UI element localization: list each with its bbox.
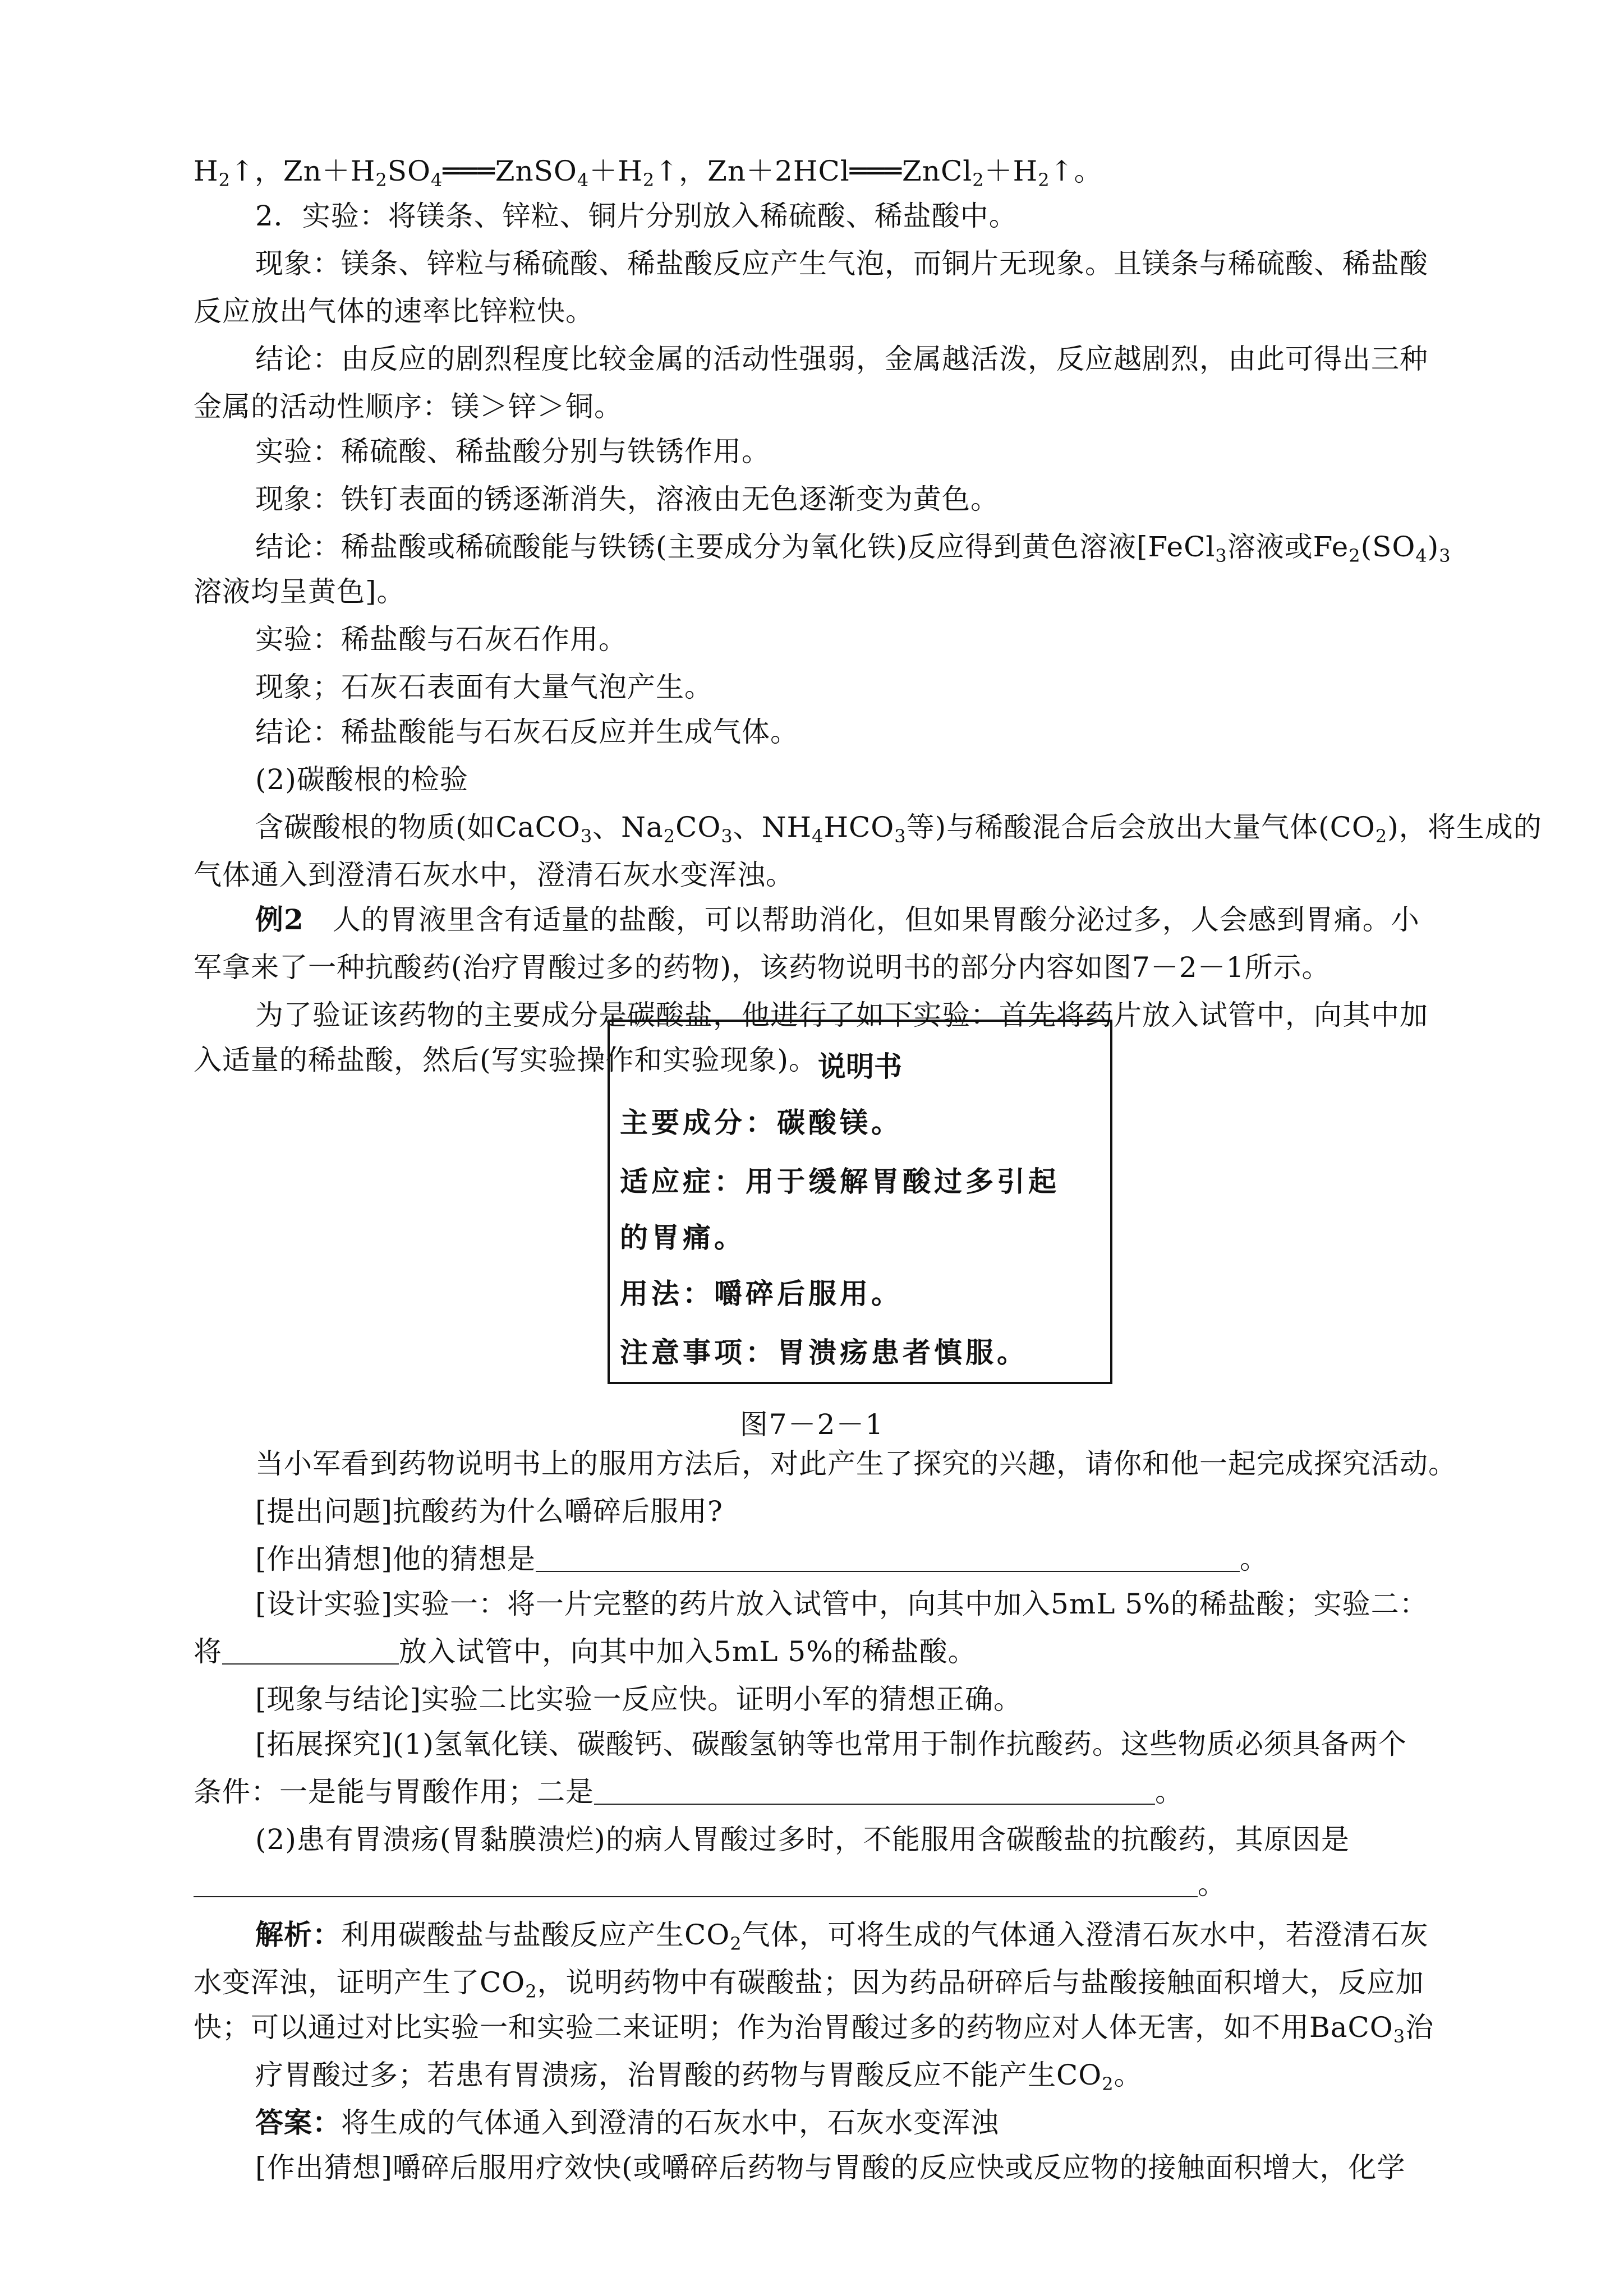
text-run: 快；可以通过对比实验一和实验二来证明；作为治胃酸过多的药物应对人体无害，如不用BaCO [194, 2011, 1393, 2044]
text-line [255, 435, 1461, 468]
text-line [255, 670, 1461, 704]
subscript: 2 [663, 826, 676, 847]
text-line [255, 1823, 1461, 1856]
text-run: 当小军看到药物说明书上的服用方法后，对此产生了探究的兴趣，请你和他一起完成探究活动。 [255, 1447, 1457, 1480]
text-line [255, 810, 1542, 847]
text-run: 实验：稀硫酸、稀盐酸分别与铁锈作用。 [255, 435, 770, 468]
subscript: 2 [525, 1981, 537, 2002]
text-run: 水变浑浊，证明产生了CO [194, 1966, 526, 1999]
text-run: (SO [1360, 531, 1416, 563]
text-run: ↑，Zn＋2HCl═══ZnCl [655, 155, 973, 187]
text-line [255, 763, 1461, 796]
text-run: ═══ZnSO [443, 155, 577, 187]
text-run: 将 [194, 1635, 222, 1668]
subscript: 3 [1439, 545, 1451, 566]
text-run: 人的胃液里含有适量的盐酸，可以帮助消化，但如果胃酸分泌过多，人会感到胃痛。小 [303, 903, 1420, 936]
text-run: 入适量的稀盐酸，然后(写实验操作和实验现象)。 [194, 1044, 818, 1076]
text-run: 为了验证该药物的主要成分是碳酸盐，他进行了如下实验：首先将药片放入试管中，向其中加 [255, 999, 1428, 1031]
text-run: [作出猜想]嚼碎后服用疗效快(或嚼碎后药物与胃酸的反应快或反应物的接触面积增大，化学 [255, 2151, 1406, 2184]
text-line [255, 530, 1461, 564]
text-run: ＋H [589, 155, 643, 187]
text-line [255, 2058, 1461, 2095]
text-line [255, 2106, 1461, 2140]
text-run: 实验：稀盐酸与石灰石作用。 [255, 623, 627, 656]
text-run: 2．实验：将镁条、锌粒、铜片分别放入稀硫酸、稀盐酸中。 [255, 200, 1018, 232]
text-line [255, 1542, 1461, 1576]
text-line [255, 247, 1461, 280]
answer-blank[interactable] [222, 1639, 399, 1665]
subscript: 4 [577, 169, 590, 191]
text-line [255, 715, 1461, 749]
subscript: 3 [580, 826, 593, 847]
text-line [194, 575, 1461, 608]
text-run: 现象：铁钉表面的锈逐渐消失，溶液由无色逐渐变为黄色。 [255, 483, 999, 515]
text-run: (2)碳酸根的检验 [255, 763, 468, 796]
text-run: 、Na [592, 811, 664, 843]
text-run: 气体，可将生成的气体通入澄清石灰水中，若澄清石灰 [742, 1919, 1429, 1951]
text-run: ，说明药物中有碳酸盐；因为药品研碎后与盐酸接触面积增大，反应加 [537, 1966, 1424, 1999]
subscript: 3 [721, 826, 733, 847]
subscript: 4 [812, 826, 824, 847]
subscript: 2 [730, 1933, 742, 1954]
bold-label: 答案： [255, 2106, 341, 2139]
text-line [255, 1587, 1461, 1621]
text-run: 结论：由反应的剧烈程度比较金属的活动性强弱，金属越活泼，反应越剧烈，由此可得出三种 [255, 343, 1428, 375]
text-run: ) [1427, 531, 1439, 563]
text-run: 结论：稀盐酸能与石灰石反应并生成气体。 [255, 716, 799, 748]
text-run: (2)患有胃溃疡(胃黏膜溃烂)的病人胃酸过多时，不能服用含碳酸盐的抗酸药，其原因是 [255, 1823, 1350, 1856]
bold-label: 解析： [255, 1918, 341, 1951]
text-run: 。 [1198, 1868, 1226, 1901]
leaflet-row-indication-cont: 的胃痛。 [620, 1221, 746, 1254]
text-run: 利用碳酸盐与盐酸反应产生CO [341, 1919, 730, 1951]
leaflet-title: 说明书 [818, 1050, 902, 1083]
text-run: 含碳酸根的物质(如CaCO [255, 811, 581, 843]
text-run: CO [675, 811, 721, 843]
text-run: [设计实验]实验一：将一片完整的药片放入试管中，向其中加入5mL 5%的稀盐酸；实验二： [255, 1588, 1428, 1620]
text-run: )，将生成的 [1387, 811, 1542, 843]
text-line [194, 858, 1461, 892]
text-run: ＋H [984, 155, 1038, 187]
text-run: 等)与稀酸混合后会放出大量气体(CO [906, 811, 1375, 843]
text-line [255, 482, 1461, 516]
bold-label: 例2 [255, 903, 304, 936]
text-line [194, 390, 1461, 423]
subscript: 3 [894, 826, 907, 847]
instruction-leaflet-figure [608, 1020, 1112, 1384]
text-run: 气体通入到澄清石灰水中，澄清石灰水变浑浊。 [194, 859, 794, 891]
figure-caption: 图7－2－1 [739, 1408, 885, 1441]
text-line [194, 951, 1461, 984]
text-run: H [194, 155, 219, 187]
text-line [255, 1447, 1461, 1481]
text-run: ↑。 [1050, 155, 1103, 187]
answer-blank[interactable] [594, 1779, 1155, 1805]
subscript: 2 [642, 169, 655, 191]
leaflet-row-indication: 适应症：用于缓解胃酸过多引起 [620, 1165, 1060, 1198]
leaflet-row-caution: 注意事项：胃溃疡患者慎服。 [620, 1336, 1028, 1369]
text-run: HCO [823, 811, 895, 843]
answer-blank[interactable] [194, 1871, 1198, 1897]
text-line [255, 903, 1461, 937]
text-run: 将生成的气体通入到澄清的石灰水中，石灰水变浑浊 [341, 2106, 999, 2139]
text-run: 疗胃酸过多；若患有胃溃疡，治胃酸的药物与胃酸反应不能产生CO [255, 2059, 1102, 2091]
subscript: 3 [1215, 545, 1227, 566]
text-line [255, 623, 1461, 656]
text-run: 条件：一是能与胃酸作用；二是 [194, 1776, 594, 1808]
text-run: 现象；石灰石表面有大量气泡产生。 [255, 671, 713, 703]
text-line [194, 2011, 1461, 2047]
text-line [255, 1727, 1461, 1761]
text-line [194, 1775, 1461, 1809]
subscript: 4 [431, 169, 443, 191]
leaflet-row-ingredient: 主要成分：碳酸镁。 [620, 1106, 903, 1139]
subscript: 2 [1375, 826, 1388, 847]
subscript: 2 [1102, 2073, 1114, 2095]
text-run: ↑，Zn＋H [230, 155, 376, 187]
text-run: 军拿来了一种抗酸药(治疗胃酸过多的药物)，该药物说明书的部分内容如图7－2－1所示。 [194, 951, 1331, 984]
subscript: 2 [218, 169, 231, 191]
text-run: 结论：稀盐酸或稀硫酸能与铁锈(主要成分为氧化铁)反应得到黄色溶液[FeCl [255, 531, 1216, 563]
text-line [255, 1495, 1461, 1528]
subscript: 2 [1038, 169, 1050, 191]
answer-blank[interactable] [536, 1546, 1240, 1572]
leaflet-row-usage: 用法：嚼碎后服用。 [620, 1278, 903, 1310]
text-run: 放入试管中，向其中加入5mL 5%的稀盐酸。 [399, 1635, 977, 1668]
text-run: 、NH [733, 811, 812, 843]
text-run: 。 [1155, 1776, 1184, 1808]
text-run: 。 [1114, 2059, 1143, 2091]
subscript: 3 [1393, 2026, 1406, 2047]
text-line [255, 2151, 1461, 2184]
text-run: [提出问题]抗酸药为什么嚼碎后服用? [255, 1495, 723, 1528]
text-run: 溶液或Fe [1227, 531, 1349, 563]
text-run: [作出猜想]他的猜想是 [255, 1543, 536, 1575]
subscript: 2 [972, 169, 984, 191]
text-run: 溶液均呈黄色]。 [194, 575, 406, 608]
text-run: 反应放出气体的速率比锌粒快。 [194, 295, 594, 328]
text-line [255, 1682, 1461, 1716]
subscript: 4 [1415, 545, 1428, 566]
text-line [194, 1868, 1461, 1901]
text-line [194, 1966, 1461, 2002]
text-line [194, 1635, 1461, 1668]
text-line [255, 342, 1461, 376]
text-run: 治 [1405, 2011, 1434, 2044]
text-line [194, 154, 1461, 191]
text-line [255, 1918, 1461, 1952]
text-run: SO [387, 155, 431, 187]
text-run: 。 [1240, 1543, 1269, 1575]
subscript: 2 [1349, 545, 1361, 566]
text-run: 现象：镁条、锌粒与稀硫酸、稀盐酸反应产生气泡，而铜片无现象。且镁条与稀硫酸、稀盐酸 [255, 247, 1428, 280]
subscript: 2 [375, 169, 388, 191]
text-line [255, 199, 1461, 233]
text-run: [拓展探究](1)氢氧化镁、碳酸钙、碳酸氢钠等也常用于制作抗酸药。这些物质必须具备两个 [255, 1728, 1407, 1760]
text-run: 金属的活动性顺序：镁＞锌＞铜。 [194, 390, 623, 423]
text-run: [现象与结论]实验二比实验一反应快。证明小军的猜想正确。 [255, 1683, 1023, 1716]
text-line [194, 294, 1461, 328]
